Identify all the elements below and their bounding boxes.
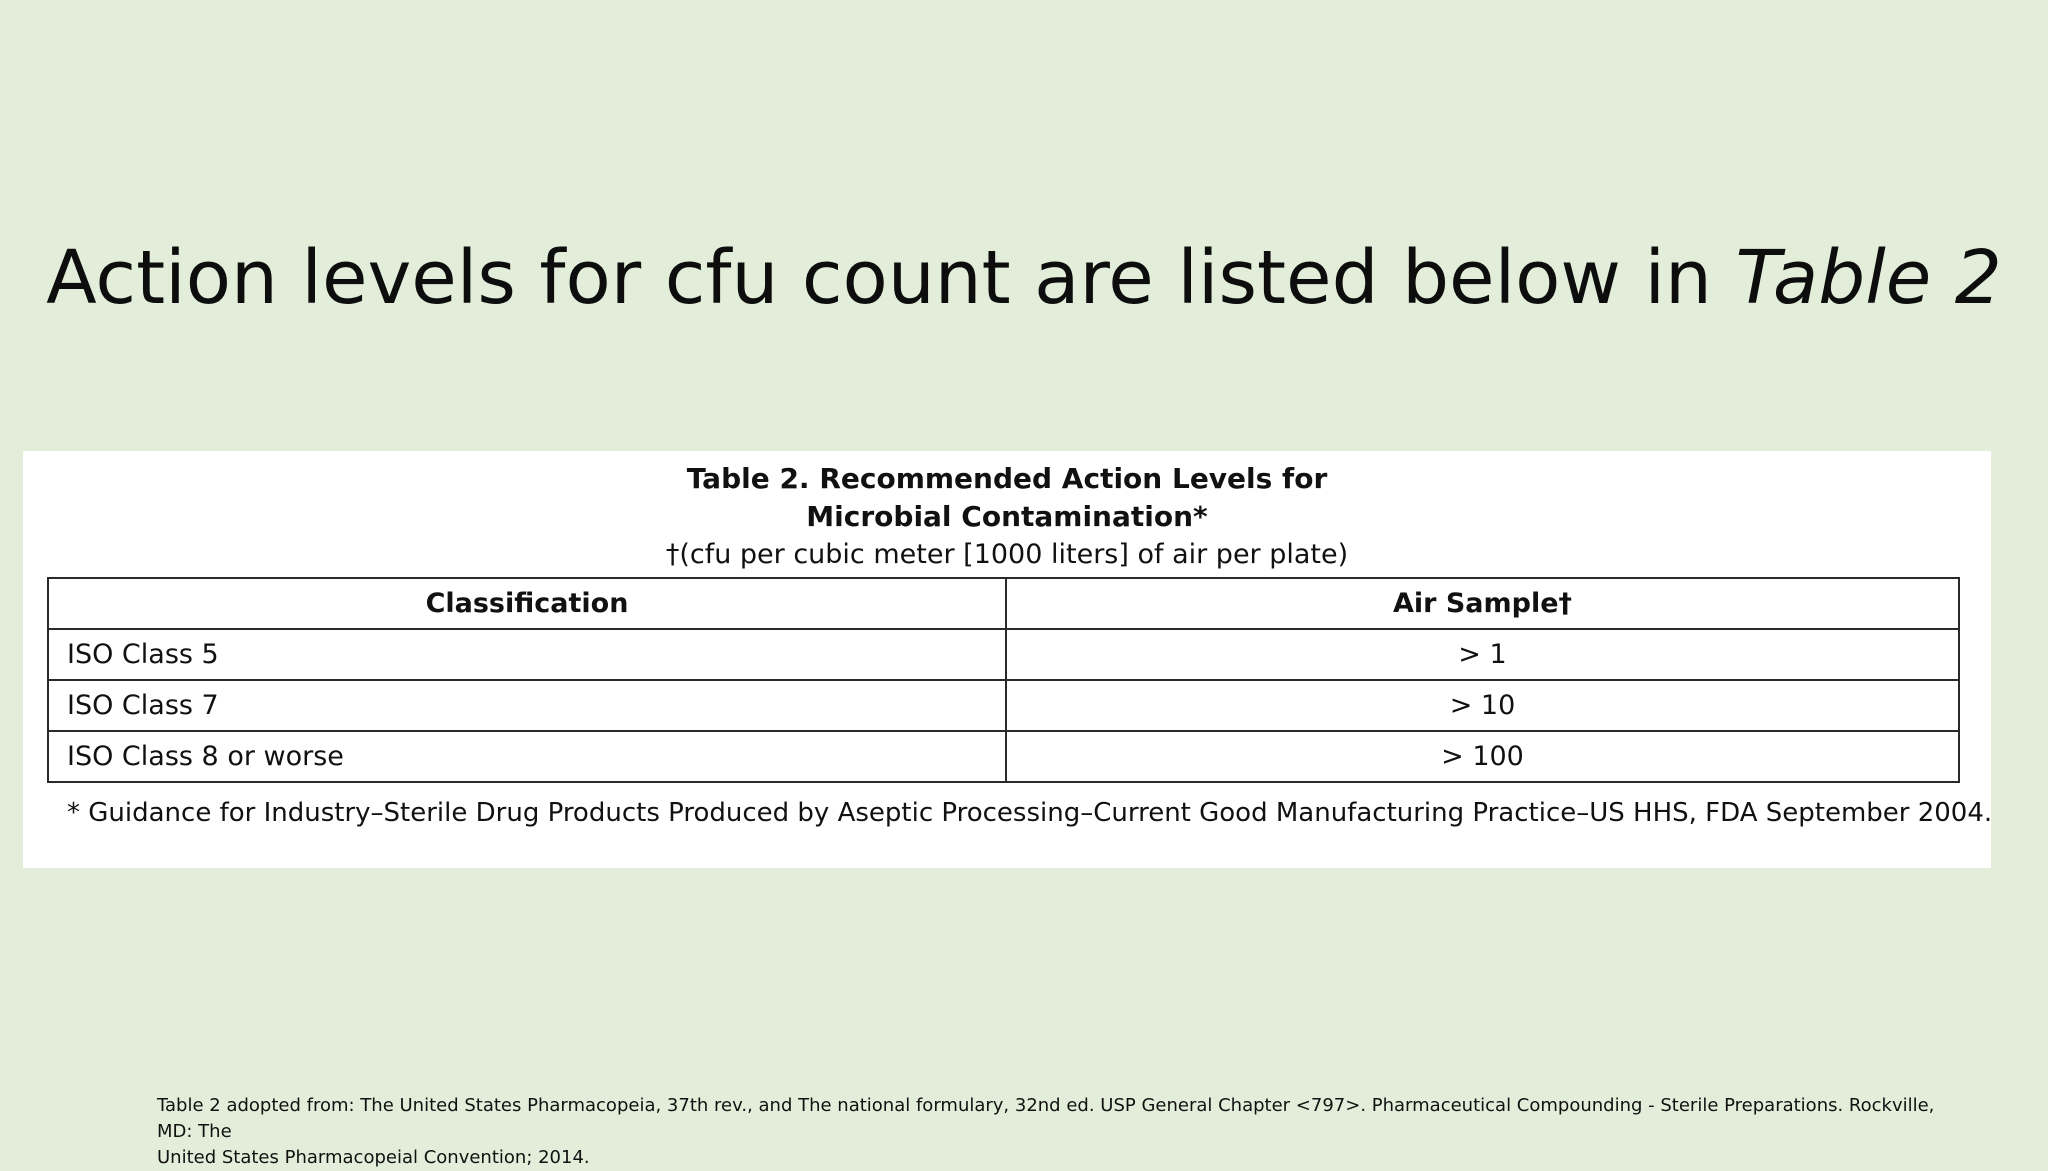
- table-row: [48, 680, 1959, 731]
- table-figure: [23, 451, 1991, 868]
- table-row: [48, 731, 1959, 782]
- slide-title: [0, 228, 2048, 328]
- citation: [157, 1093, 1957, 1171]
- slide-title-italic: Table 2: [1735, 235, 2002, 321]
- table-cell-air-sample: > 100: [1006, 731, 1959, 782]
- citation-line-2: United States Pharmacopeial Convention; 2014.: [157, 1147, 590, 1168]
- slide-title-text: Action levels for cfu count are listed below in: [46, 235, 1736, 321]
- table-cell-classification: ISO Class 5: [48, 629, 1006, 680]
- column-header-air-sample: Air Sample†: [1006, 578, 1959, 629]
- table-cell-air-sample: > 1: [1006, 629, 1959, 680]
- table-heading-units: †(cfu per cubic meter [1000 liters] of air per plate): [665, 539, 1349, 570]
- action-levels-table: [47, 577, 1960, 783]
- column-header-classification: Classification: [48, 578, 1006, 629]
- table-row: [48, 629, 1959, 680]
- citation-line-1: Table 2 adopted from: The United States Pharmacopeia, 37th rev., and The national formulary, 32nd ed. USP General Chapter <797>. Pharmaceutical Compounding - Sterile Preparations. Rockville, MD: The: [157, 1095, 1935, 1142]
- table-cell-air-sample: > 10: [1006, 680, 1959, 731]
- table-footnote: * Guidance for Industry–Sterile Drug Products Produced by Aseptic Processing–Current Good Manufacturing Practice–US HHS, FDA September 2004.: [67, 798, 1993, 828]
- table-heading-subtitle: Microbial Contamination*: [806, 500, 1208, 533]
- table-header-row: [48, 578, 1959, 629]
- table-cell-classification: ISO Class 7: [48, 680, 1006, 731]
- table-heading-title: Table 2. Recommended Action Levels for: [686, 462, 1328, 495]
- table-cell-classification: ISO Class 8 or worse: [48, 731, 1006, 782]
